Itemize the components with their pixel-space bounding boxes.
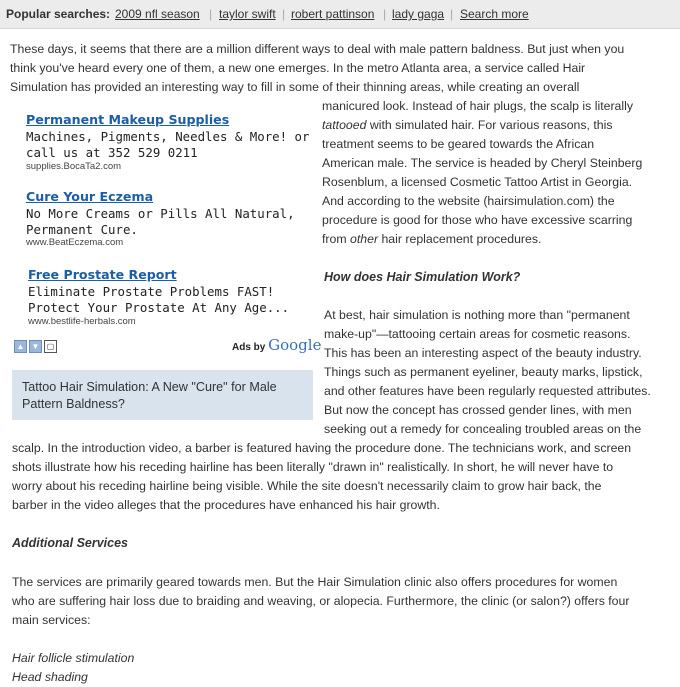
section-heading-how-it-works: How does Hair Simulation Work? [324,270,521,284]
article-text-line: and other features have been regularly requested attributes. [324,384,651,398]
article-text-line: barber in the video alleges that the procedures have enhanced his hair growth. [12,498,440,512]
article-text-line: manicured look. Instead of hair plugs, the scalp is literally [322,99,633,113]
search-link-taylor-swift[interactable]: taylor swift [219,7,276,21]
article-text-line: Things such as permanent eyeliner, beauty marks, lipstick, [324,365,643,379]
article-text-line: treatment seems to be geared towards the African [322,137,595,151]
article-text-line: scalp. In the introduction video, a barber is featured having the procedure done. The technicians work, and screen [12,441,632,455]
article-text-line: make-up"—tattooing certain areas for cosmetic reasons. [324,327,631,341]
article-text-line: main services: [12,613,91,627]
article-text-line: And according to the website (hairsimulation.com) the [322,194,615,208]
article-text-line: procedure is good for those who have excessive scarring [322,213,633,227]
article-text-line: These days, it seems that there are a million different ways to deal with male pattern baldness. But just when you [10,42,625,56]
related-article-link[interactable]: Tattoo Hair Simulation: A New "Cure" for Male Pattern Baldness? [22,380,277,411]
article-text-line: At best, hair simulation is nothing more than "permanent [324,308,630,322]
ad-text: Machines, Pigments, Needles & More! or [26,129,310,144]
emphasis-text: other [350,232,379,246]
section-heading-additional-services: Additional Services [12,536,129,550]
service-list-item: Hair follicle stimulation [12,651,135,665]
search-link-robert-pattinson[interactable]: robert pattinson [291,7,375,21]
article-text-line: think you've heard every one of them, a new one emerges. In the metro Atlanta area, a service called Hair [10,61,586,75]
search-link-nfl[interactable]: 2009 nfl season [115,7,200,21]
ad-feedback-icon[interactable]: ▢ [44,340,57,353]
ad-text: Protect Your Prostate At Any Age... [28,300,290,315]
separator: | [209,7,213,21]
article-text-line: seeking out a remedy for concealing troubled areas on the [324,422,642,436]
ads-by-google[interactable] [232,336,321,354]
ad-navigation [14,340,59,358]
ad-text: Permanent Cure. [26,222,138,237]
article-text-line: tattooed with simulated hair. For various reasons, this [322,118,613,132]
ad-title-link[interactable]: Free Prostate Report [28,267,177,282]
ad-text: Eliminate Prostate Problems FAST! [28,284,275,299]
separator: | [450,7,454,21]
popular-searches-bar [0,0,680,29]
separator: | [282,7,286,21]
separator: | [383,7,387,21]
ad-url[interactable]: www.BeatEczema.com [26,237,124,248]
article-text-line: The services are primarily geared towards men. But the Hair Simulation clinic also offers procedures for women [12,575,618,589]
search-more-link[interactable]: Search more [460,7,529,21]
article-text-line: Simulation has provided an interesting way to fill in some of their thinning areas, while creating an overall [10,80,580,94]
popular-searches-label: Popular searches: [6,7,111,21]
article-text-line: shots illustrate how his receding hairline has been literally "drawn in" realistically. In short, he will never have to [12,460,614,474]
search-link-lady-gaga[interactable]: lady gaga [392,7,445,21]
ad-text: call us at 352 529 0211 [26,145,198,160]
article-text-line: from other hair replacement procedures. [322,232,542,246]
ad-title-link[interactable]: Cure Your Eczema [26,189,154,204]
article-text-line: This has been an interesting aspect of the beauty industry. [324,346,642,360]
emphasis-text: tattooed [322,118,367,132]
article-text-line: Rosenblum, a licensed Cosmetic Tattoo Artist in Georgia. [322,175,633,189]
ad-url[interactable]: www.bestlife-herbals.com [28,316,136,327]
ads-by-label: Ads by [232,342,266,353]
ad-next-icon[interactable]: ▼ [29,340,42,353]
ad-prev-icon[interactable]: ▲ [14,340,27,353]
article-text-line: But now the concept has crossed gender lines, with men [324,403,632,417]
article-text-line: who are suffering hair loss due to braiding and weaving, or alopecia. Furthermore, the clinic (or salon?) offers four [12,594,630,608]
service-list-item: Head shading [12,670,88,684]
ad-url[interactable]: supplies.BocaTa2.com [26,161,122,172]
ad-title-link[interactable]: Permanent Makeup Supplies [26,112,230,127]
related-article-box[interactable] [12,370,313,420]
article-text-line: American male. The service is headed by Cheryl Steinberg [322,156,643,170]
google-logo: Google [268,336,322,354]
ad-text: No More Creams or Pills All Natural, [26,206,295,221]
article-text-line: worry about his receding hairline being visible. While the site doesn't necessarily claim to grow hair back, the [12,479,602,493]
